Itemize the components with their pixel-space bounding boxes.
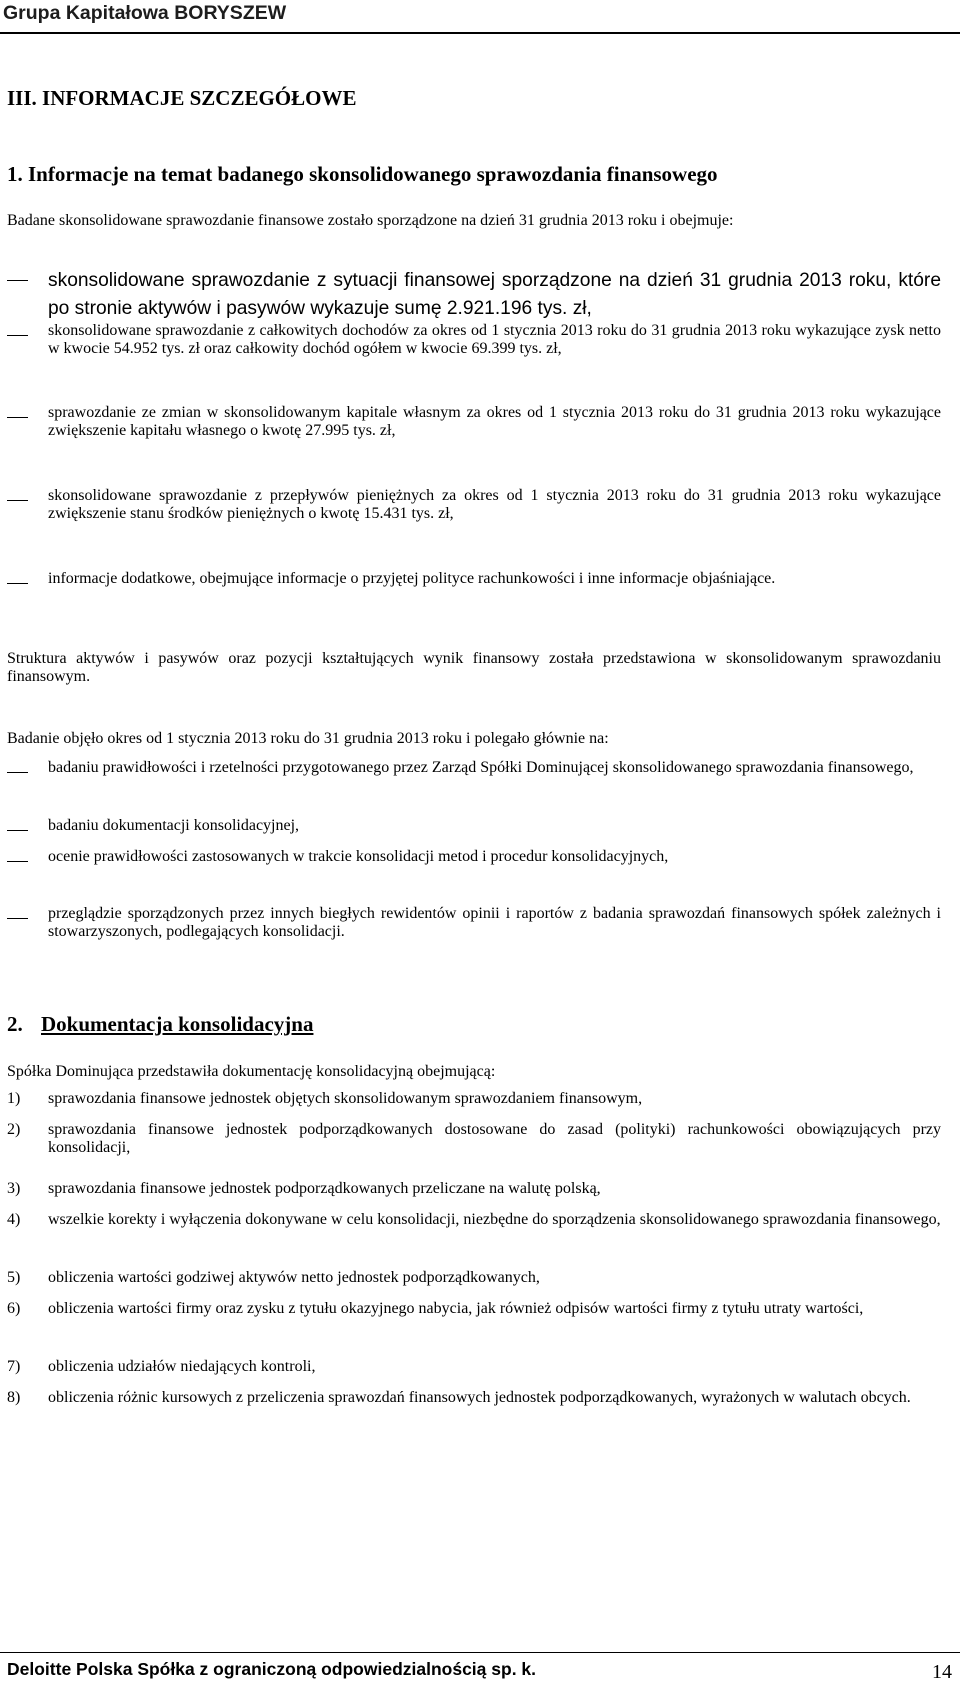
report-header: Grupa Kapitałowa BORYSZEW bbox=[3, 2, 287, 24]
s2-list-item bbox=[7, 1090, 941, 1108]
dash-bullet-icon bbox=[7, 417, 28, 418]
subsection-2-heading: Dokumentacja konsolidacyjna bbox=[41, 1012, 314, 1036]
s2-list-item-text: obliczenia różnic kursowych z przeliczenia sprawozdań finansowych jednostek podporządkowanych, wyrażonych w walutach obcych. bbox=[48, 1389, 911, 1406]
s2-list-item bbox=[7, 1121, 941, 1157]
scope-list-item bbox=[7, 905, 941, 941]
list-number: 1) bbox=[7, 1090, 21, 1107]
s2-list-item bbox=[7, 1300, 941, 1318]
dash-bullet-icon bbox=[7, 918, 28, 919]
footer-firm-name: Deloitte Polska Spółka z ograniczoną odpowiedzialnością sp. k. bbox=[7, 1659, 537, 1679]
s1-list-item-text: informacje dodatkowe, obejmujące informacje o przyjętej polityce rachunkowości i inne informacje objaśniające. bbox=[48, 570, 776, 587]
s2-list-item-text: sprawozdania finansowe jednostek podporządkowanych przeliczane na walutę polską, bbox=[48, 1180, 601, 1197]
s2-list-item-text: wszelkie korekty i wyłączenia dokonywane w celu konsolidacji, niezbędne do sporządzenia skonsolidowanego sprawozdania finansowego, bbox=[48, 1211, 941, 1228]
s2-list-item-text: obliczenia udziałów niedających kontroli, bbox=[48, 1358, 316, 1375]
structure-paragraph: Struktura aktywów i pasywów oraz pozycji kształtujących wynik finansowy została przedstawiona w skonsolidowanym sprawozdaniu finansowym. bbox=[7, 650, 941, 685]
list-number: 5) bbox=[7, 1269, 21, 1286]
s1-list-item bbox=[7, 487, 941, 523]
list-number: 4) bbox=[7, 1211, 21, 1228]
scope-intro-paragraph: Badanie objęło okres od 1 stycznia 2013 roku do 31 grudnia 2013 roku i polegało głównie na: bbox=[7, 730, 609, 747]
s1-list-item-text: skonsolidowane sprawozdanie z całkowitych dochodów za okres od 1 stycznia 2013 roku do 31 grudnia 2013 roku wykazujące zysk netto w kwocie 54.952 tys. zł oraz całkowity dochód ogółem w kwocie 69.399 tys. zł, bbox=[48, 322, 941, 357]
list-number: 2) bbox=[7, 1121, 21, 1138]
s2-list-item-text: obliczenia wartości firmy oraz zysku z tytułu okazyjnego nabycia, jak również odpisów wartości firmy z tytułu utraty wartości, bbox=[48, 1300, 864, 1317]
s1-intro-paragraph: Badane skonsolidowane sprawozdanie finansowe zostało sporządzone na dzień 31 grudnia 2013 roku i obejmuje: bbox=[7, 212, 734, 229]
dash-bullet-icon bbox=[7, 861, 28, 862]
s2-list-item-text: obliczenia wartości godziwej aktywów netto jednostek podporządkowanych, bbox=[48, 1269, 540, 1286]
s2-list-item bbox=[7, 1180, 941, 1198]
s2-list-item bbox=[7, 1389, 941, 1407]
scope-list-item bbox=[7, 759, 941, 777]
s1-list-item bbox=[7, 404, 941, 440]
section-title: III. INFORMACJE SZCZEGÓŁOWE bbox=[7, 86, 357, 110]
dash-bullet-icon bbox=[7, 335, 28, 336]
scope-list-item bbox=[7, 817, 941, 835]
scope-list-item bbox=[7, 848, 941, 866]
s1-list-item-text: skonsolidowane sprawozdanie z przepływów pieniężnych za okres od 1 stycznia 2013 roku do 31 grudnia 2013 roku wykazujące zwiększenie stanu środków pieniężnych o kwotę 15.431 tys. zł, bbox=[48, 487, 941, 522]
s2-intro-paragraph: Spółka Dominująca przedstawiła dokumentację konsolidacyjną obejmującą: bbox=[7, 1063, 496, 1080]
subsection-1-heading: 1. Informacje na temat badanego skonsolidowanego sprawozdania finansowego bbox=[7, 162, 718, 186]
list-number: 7) bbox=[7, 1358, 21, 1375]
dash-bullet-icon bbox=[7, 280, 28, 281]
s1-list-item bbox=[7, 570, 941, 588]
s2-list-item bbox=[7, 1269, 941, 1287]
s2-list-item bbox=[7, 1211, 941, 1229]
scope-list-item-text: badaniu dokumentacji konsolidacyjnej, bbox=[48, 817, 300, 834]
s2-list-item-text: sprawozdania finansowe jednostek objętych skonsolidowanym sprawozdaniem finansowym, bbox=[48, 1090, 643, 1107]
dash-bullet-icon bbox=[7, 583, 28, 584]
list-number: 6) bbox=[7, 1300, 21, 1317]
footer-divider bbox=[0, 1652, 960, 1653]
page-number: 14 bbox=[932, 1661, 952, 1683]
s1-list-item bbox=[7, 267, 941, 322]
s1-list-item bbox=[7, 322, 941, 358]
scope-list-item-text: ocenie prawidłowości zastosowanych w trakcie konsolidacji metod i procedur konsolidacyjnych, bbox=[48, 848, 669, 865]
s1-list-item-text: sprawozdanie ze zmian w skonsolidowanym kapitale własnym za okres od 1 stycznia 2013 roku do 31 grudnia 2013 roku wykazujące zwiększenie kapitału własnego o kwotę 27.995 tys. zł, bbox=[48, 404, 941, 439]
s2-list-item bbox=[7, 1358, 941, 1376]
dash-bullet-icon bbox=[7, 500, 28, 501]
dash-bullet-icon bbox=[7, 772, 28, 773]
list-number: 8) bbox=[7, 1389, 21, 1406]
subsection-2-number: 2. bbox=[7, 1012, 23, 1036]
s2-list-item-text: sprawozdania finansowe jednostek podporządkowanych dostosowane do zasad (polityki) rachunkowości obowiązujących przy konsolidacji, bbox=[48, 1121, 941, 1156]
list-number: 3) bbox=[7, 1180, 21, 1197]
scope-list-item-text: przeglądzie sporządzonych przez innych biegłych rewidentów opinii i raportów z badania sprawozdań finansowych spółek zależnych i stowarzyszonych, podlegających konsolidacji. bbox=[48, 905, 941, 940]
header-divider bbox=[0, 32, 960, 34]
scope-list-item-text: badaniu prawidłowości i rzetelności przygotowanego przez Zarząd Spółki Dominującej skonsolidowanego sprawozdania finansowego, bbox=[48, 759, 914, 776]
dash-bullet-icon bbox=[7, 830, 28, 831]
s1-list-item-text: skonsolidowane sprawozdanie z sytuacji finansowej sporządzone na dzień 31 grudnia 2013 roku, które po stronie aktywów i pasywów wykazuje sumę 2.921.196 tys. zł, bbox=[48, 270, 941, 319]
